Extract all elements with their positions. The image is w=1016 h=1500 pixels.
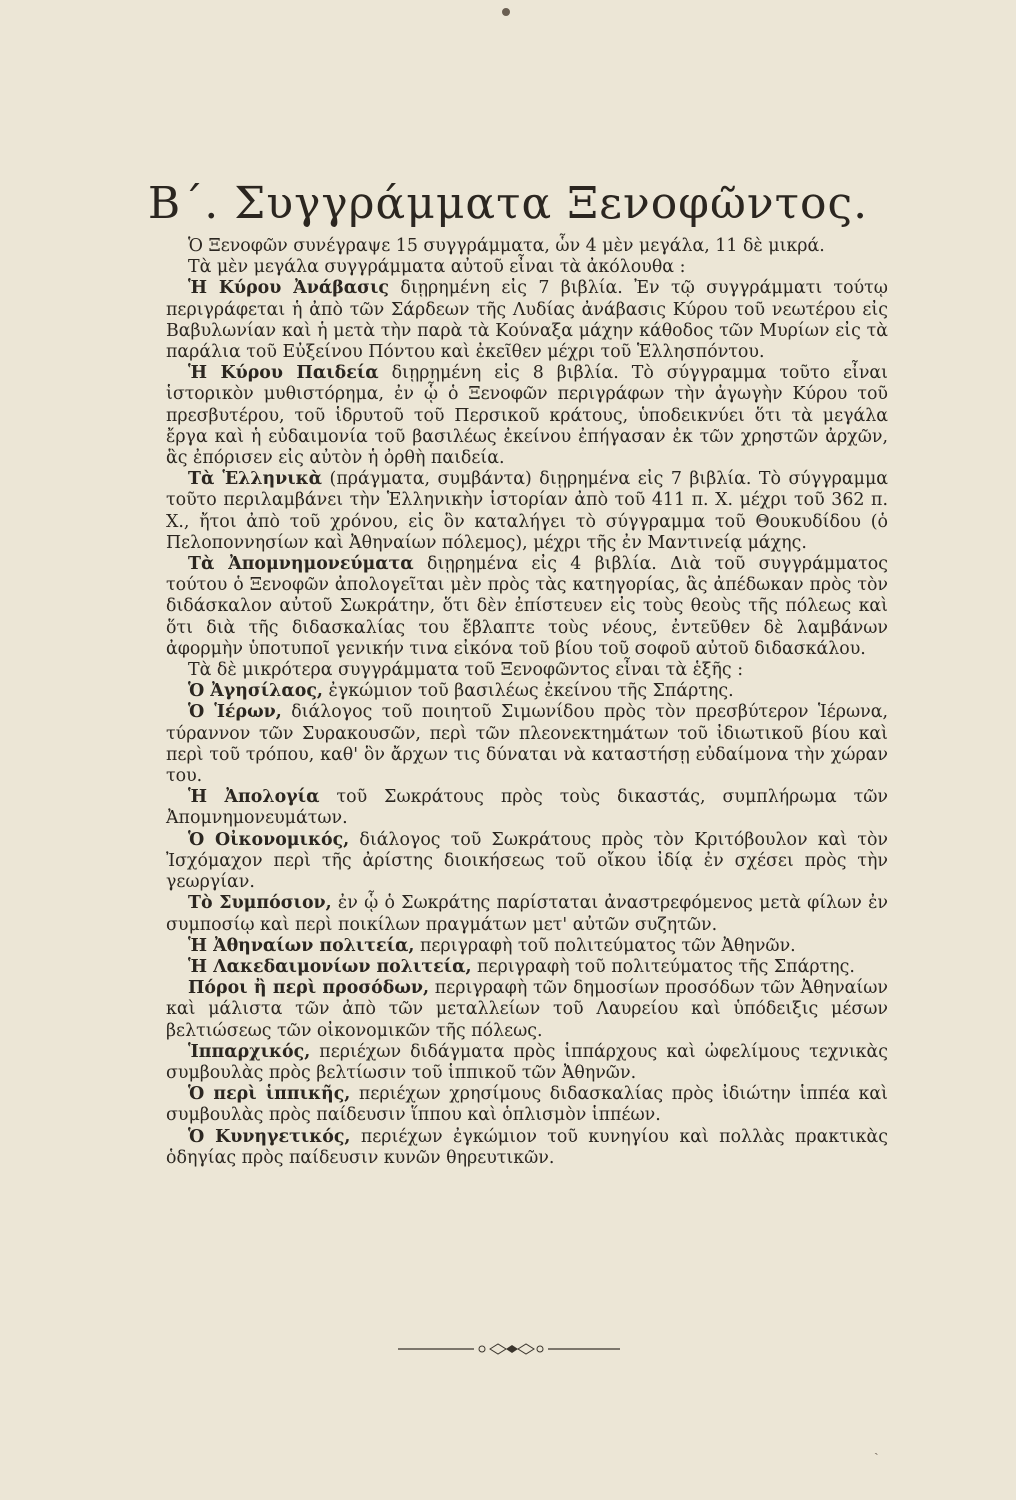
paragraph-text: περιέχων διδάγματα πρὸς ἱππάρχους καὶ ὠφελίμους τεχνικὰς συμβουλὰς πρὸς βελτίωσιν τοῦ ἱππικοῦ τῶν Ἀθηνῶν. xyxy=(166,1041,888,1083)
paragraph-text: (πράγματα, συμβάντα) διῃρημένα εἰς 7 βιβλία. Τὸ σύγγραμμα τοῦτο περιλαμβάνει τὴν Ἑλληνικὴν ἱστορίαν ἀπὸ τοῦ 411 π. Χ. μέχρι τοῦ 362 π. Χ., ἤτοι ἀπὸ τοῦ χρόνου, εἰς ὃν καταλήγει τὸ σύγγραμμα τοῦ Θουκυδίδου (ὁ Πελοποννησίων καὶ Ἀθηναίων πόλεμος), μέχρι τῆς ἐν Μαντινείᾳ μάχης. xyxy=(166,469,888,553)
paragraph-title: Ἡ Ἀθηναίων πολιτεία, xyxy=(188,935,415,956)
paragraph xyxy=(166,660,888,681)
paragraph-text: διῃρημένη εἰς 7 βιβλία. Ἐν τῷ συγγράμματι τούτῳ περιγράφεται ἡ ἀπὸ τῶν Σάρδεων τῆς Λυδίας ἀνάβασις Κύρου τοῦ νεωτέρου εἰς Βαβυλωνίαν καὶ ἡ μετὰ τὴν παρὰ τὰ Κούναξα μάχην κάθοδος τῶν Μυρίων εἰς τὰ παράλια τοῦ Εὐξείνου Πόντου καὶ ἐκεῖθεν μέχρι τοῦ Ἑλλησπόντου. xyxy=(166,278,888,363)
paragraph-title: Τὰ Ἀπομνημονεύματα xyxy=(188,554,414,575)
paragraph-text: διάλογος τοῦ Σωκράτους πρὸς τὸν Κριτόβουλον καὶ τὸν Ἰσχόμαχον περὶ τῆς ἀρίστης διοικήσεως τοῦ οἴκου ἰδίᾳ ἐν σχέσει πρὸς τὴν γεωργίαν. xyxy=(166,829,888,893)
paragraph-text: περιγραφὴ τοῦ πολιτεύματος τῶν Ἀθηνῶν. xyxy=(414,935,796,956)
paragraph-text: Τὰ μὲν μεγάλα συγγράμματα αὐτοῦ εἶναι τὰ ἀκόλουθα : xyxy=(188,257,686,278)
paragraph-title: Τὸ Συμπόσιον, xyxy=(188,893,332,914)
paragraph-text: περιγραφὴ τοῦ πολιτεύματος τῆς Σπάρτης. xyxy=(471,956,855,977)
paragraph xyxy=(166,893,888,935)
margin-mark-icon: ˎ xyxy=(874,1440,879,1456)
paragraph-text: ἐγκώμιον τοῦ βασιλέως ἐκείνου τῆς Σπάρτης. xyxy=(322,681,734,702)
paragraph xyxy=(166,1042,888,1084)
paragraph-text: περιγραφὴ τῶν δημοσίων προσόδων τῶν Ἀθηναίων καὶ μάλιστα τῶν ἀπὸ τῶν μεταλλείων τοῦ Λαυρείου καὶ ὑπόδειξις μέσων βελτιώσεως τῶν οἰκονομικῶν τῆς πόλεως. xyxy=(166,978,888,1041)
paragraph-title: Ἡ Κύρου Ἀνάβασις xyxy=(188,278,389,299)
paragraph-text: διῃρημένα εἰς 4 βιβλία. Διὰ τοῦ συγγράμματος τούτου ὁ Ξενοφῶν ἀπολογεῖται μὲν πρὸς τὰς κατηγορίας, ἃς ἀπέδωκαν πρὸς τὸν διδάσκαλον αὐτοῦ Σωκράτην, ὅτι δὲν ἐπίστευεν εἰς τοὺς θεοὺς τῆς πόλεως καὶ ὅτι διὰ τῆς διδασκαλίας του ἔβλαπτε τοὺς νέους, ἐντεῦθεν δὲ λαμβάνων ἀφορμὴν ὑποτυποῖ γενικήν τινα εἰκόνα τοῦ βίου τοῦ σοφοῦ αὐτοῦ διδασκάλου. xyxy=(166,554,888,659)
paragraph xyxy=(166,363,888,469)
paragraph-text: διάλογος τοῦ ποιητοῦ Σιμωνίδου πρὸς τὸν πρεσβύτερον Ἱέρωνα, τύραννον τῶν Συρακουσῶν, περὶ τῶν πλεονεκτημάτων τοῦ ἰδιωτικοῦ βίου καὶ περὶ τοῦ τρόπου, καθ' ὃν ἄρχων τις δύναται νὰ καταστήσῃ εὐδαίμονα τὴν χώραν του. xyxy=(166,702,888,787)
article-body xyxy=(166,236,888,1169)
paragraph xyxy=(166,1127,888,1169)
paragraph xyxy=(166,936,888,957)
paragraph-title: Τὰ Ἑλληνικὰ xyxy=(188,469,323,490)
paragraph xyxy=(166,957,888,978)
paragraph-text: τοῦ Σωκράτους πρὸς τοὺς δικαστάς, συμπλήρωμα τῶν Ἀπομνημονευμάτων. xyxy=(166,787,889,829)
paragraph-title: Ἡ Ἀπολογία xyxy=(188,787,320,808)
paragraph xyxy=(166,681,888,702)
paragraph xyxy=(166,278,888,363)
paragraph-text: Ὁ Ξενοφῶν συνέγραψε 15 συγγράμματα, ὧν 4 μὲν μεγάλα, 11 δὲ μικρά. xyxy=(188,236,825,256)
paragraph xyxy=(166,978,888,1042)
paragraph xyxy=(166,236,888,257)
paragraph xyxy=(166,702,888,787)
paragraph xyxy=(166,787,888,829)
decorative-rule-icon xyxy=(398,1342,620,1356)
paragraph xyxy=(166,257,888,278)
paragraph xyxy=(166,469,888,554)
paragraph-title: Πόροι ἢ περὶ προσόδων, xyxy=(188,978,430,999)
printer-mark-icon xyxy=(502,8,510,16)
paragraph-text: διῃρημένη εἰς 8 βιβλία. Τὸ σύγγραμμα τοῦτο εἶναι ἱστορικὸν μυθιστόρημα, ἐν ᾧ ὁ Ξενοφῶν περιγράφων τὴν ἀγωγὴν Κύρου τοῦ πρεσβυτέρου, τοῦ ἱδρυτοῦ τοῦ Περσικοῦ κράτους, ὑποδεικνύει ὅτι τὰ μεγάλα ἔργα καὶ ἡ εὐδαιμονία τοῦ βασιλέως ἐκείνου ἐπήγασαν ἐκ τῶν χρηστῶν ἀρχῶν, ἃς ἐπόρισεν εἰς αὐτὸν ἡ ὀρθὴ παιδεία. xyxy=(166,363,888,469)
page-title: Β΄. Συγγράμματα Ξενοφῶντος. xyxy=(147,178,869,229)
paragraph-title: Ἱππαρχικός, xyxy=(188,1041,311,1062)
paragraph xyxy=(166,1084,888,1126)
paragraph xyxy=(166,554,888,660)
paragraph-title: Ἡ Κύρου Παιδεία xyxy=(188,363,379,384)
paragraph-title: Ὁ Κυνηγετικός, xyxy=(188,1126,351,1147)
paragraph-text: περιέχων χρησίμους διδασκαλίας πρὸς ἰδιώτην ἱππέα καὶ συμβουλὰς πρὸς παίδευσιν ἵππου καὶ ὁπλισμὸν ἱππέων. xyxy=(166,1084,888,1126)
paragraph-title: Ὁ Ἀγησίλαος, xyxy=(188,681,323,702)
paragraph-title: Ἡ Λακεδαιμονίων πολιτεία, xyxy=(188,956,472,977)
paragraph-title: Ὁ Οἰκονομικός, xyxy=(188,829,350,850)
paragraph xyxy=(166,830,888,894)
paragraph-title: Ὁ Ἱέρων, xyxy=(188,702,282,723)
paragraph-text: ἐν ᾧ ὁ Σωκράτης παρίσταται ἀναστρεφόμενος μετὰ φίλων ἐν συμποσίῳ καὶ περὶ ποικίλων πραγμάτων μετ' αὐτῶν συζητῶν. xyxy=(166,893,888,935)
paragraph-title: Ὁ περὶ ἱππικῆς, xyxy=(188,1084,351,1105)
paragraph-text: Τὰ δὲ μικρότερα συγγράμματα τοῦ Ξενοφῶντος εἶναι τὰ ἑξῆς : xyxy=(188,660,744,681)
paragraph-text: περιέχων ἐγκώμιον τοῦ κυνηγίου καὶ πολλὰς πρακτικὰς ὁδηγίας πρὸς παίδευσιν κυνῶν θηρευτικῶν. xyxy=(166,1126,888,1168)
